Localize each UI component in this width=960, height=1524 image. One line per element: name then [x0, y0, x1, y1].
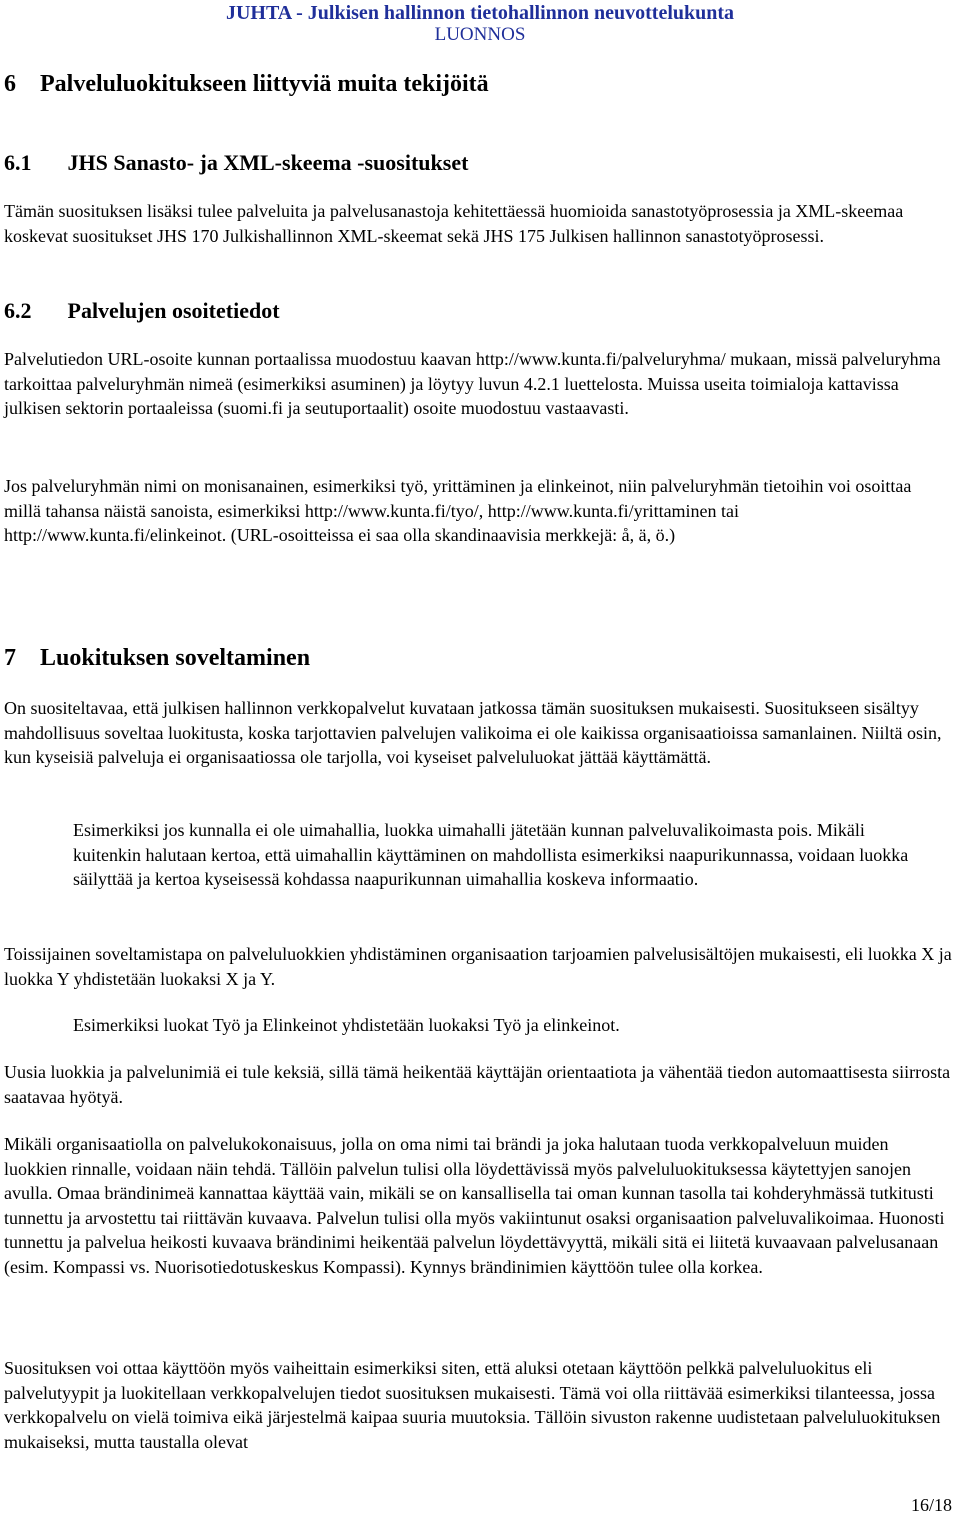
section-6-heading — [4, 70, 489, 98]
section-7-example-1: Esimerkiksi jos kunnalla ei ole uimahallia, luokka uimahalli jätetään kunnan palveluvalikoimasta pois. Mikäli kuitenkin halutaan kertoa, että uimahallin käyttäminen on mahdollista esimerkiksi naapurikunnassa, voidaan luokka säilyttää ja kertoa kyseisessä kohdassa naapurikunnan uimahallia koskeva informaatio. — [73, 820, 909, 890]
section-7-paragraph-3: Uusia luokkia ja palvelunimiä ei tule keksiä, sillä tämä heikentää käyttäjän orientaatiota ja vähentää tiedon automaattisesta siirrosta saatavaa hyötyä. — [4, 1062, 951, 1107]
section-7-paragraph-2: Toissijainen soveltamistapa on palveluluokkien yhdistäminen organisaation tarjoamien palvelusisältöjen mukaisesti, eli luokka X ja luokka Y yhdistetään luokaksi X ja Y. — [4, 944, 952, 989]
section-number: 6.1 — [4, 150, 32, 175]
section-6-1-heading — [4, 150, 468, 176]
section-title: Palveluluokitukseen liittyviä muita tekijöitä — [40, 71, 489, 97]
running-header-title: JUHTA - Julkisen hallinnon tietohallinnon neuvottelukunta — [225, 2, 735, 24]
section-7-example-2: Esimerkiksi luokat Työ ja Elinkeinot yhdistetään luokaksi Työ ja elinkeinot. — [73, 1015, 620, 1035]
section-number: 6 — [4, 71, 16, 97]
section-number: 7 — [4, 645, 16, 671]
section-6-2-heading — [4, 298, 280, 324]
section-6-1-paragraph: Tämän suosituksen lisäksi tulee palveluita ja palvelusanastoja kehitettäessä huomioida sanastotyöprosessia ja XML-skeemaa koskevat suositukset JHS 170 Julkishallinnon XML-skeemat sekä JHS 175 Julkisen hallinnon sanastotyöprosessi. — [4, 201, 904, 246]
section-7-paragraph-1: On suositeltavaa, että julkisen hallinnon verkkopalvelut kuvataan jatkossa tämän suosituksen mukaisesti. Suositukseen sisältyy mahdollisuus soveltaa luokitusta, koska tarjottavien palvelujen valikoima ei ole kaikissa organisaatioissa samanlainen. Niiltä osin, kun kyseisiä palveluja ei organisaatiossa ole tarjolla, voi kyseiset palveluluokat jättää käyttämättä. — [4, 698, 942, 768]
section-title: Palvelujen osoitetiedot — [67, 298, 280, 323]
section-6-2-paragraph-2: Jos palveluryhmän nimi on monisanainen, esimerkiksi työ, yrittäminen ja elinkeinot, niin palveluryhmän tietoihin voi osoittaa millä tahansa näistä sanoista, esimerkiksi http://www.kunta.fi/tyo/, http://www.kunta.fi/yrittaminen tai http://www.kunta.fi/elinkeinot. (URL-osoitteissa ei saa olla skandinaavisia merkkejä: å, ä, ö.) — [4, 476, 912, 546]
section-7-paragraph-5: Suosituksen voi ottaa käyttöön myös vaiheittain esimerkiksi siten, että aluksi otetaan käyttöön pelkkä palveluluokitus eli palvelutyypit ja luokitellaan verkkopalvelujen tiedot suosituksen mukaisesti. Tämä voi olla riittävää esimerkiksi tilanteessa, jossa verkkopalvelu on vielä toimiva eikä järjestelmä kaipaa suuria muutoksia. Tällöin sivuston rakenne uudistetaan palveluluokituksen mukaiseksi, mutta taustalla olevat — [4, 1358, 941, 1452]
section-7-paragraph-4: Mikäli organisaatiolla on palvelukokonaisuus, jolla on oma nimi tai brändi ja joka halutaan tuoda verkkopalveluun muiden luokkien rinnalle, voidaan näin tehdä. Tällöin palvelun tulisi olla löydettävissä myös palveluluokituksessa käytettyjen sanojen avulla. Omaa brändinimeä kannattaa käyttää vain, mikäli se on kansallisella tai oman kunnan tasolla tai kohderyhmässä tutkitusti tunnettu ja arvostettu tai riittävän kuvaava. Palvelun tulisi olla myös vakiintunut osaksi organisaation palveluvalikoimaa. Huonosti tunnettu ja palvelua heikosti kuvaava brändinimi heikentää palvelun löydettävyyttä, mikäli sitä ei liitetä kuvaavaan palvelusanaan (esim. Kompassi vs. Nuorisotiedotuskeskus Kompassi). Kynnys brändinimien käyttöön tulee olla korkea. — [4, 1134, 945, 1277]
section-number: 6.2 — [4, 298, 32, 323]
section-7-heading — [4, 644, 310, 672]
running-header-status: LUONNOS — [434, 24, 526, 45]
section-title: JHS Sanasto- ja XML-skeema -suositukset — [67, 150, 469, 175]
section-title: Luokituksen soveltaminen — [40, 645, 311, 671]
section-6-2-paragraph-1: Palvelutiedon URL-osoite kunnan portaalissa muodostuu kaavan http://www.kunta.fi/palveluryhma/ mukaan, missä palveluryhma tarkoittaa palveluryhmän nimeä (esimerkiksi asuminen) ja löytyy luvun 4.2.1 luettelosta. Muissa useita toimialoja kattavissa julkisen sektorin portaaleissa (suomi.fi ja seutuportaalit) osoite muodostuu vastaavasti. — [4, 349, 941, 419]
page-number: 16/18 — [910, 1495, 952, 1515]
